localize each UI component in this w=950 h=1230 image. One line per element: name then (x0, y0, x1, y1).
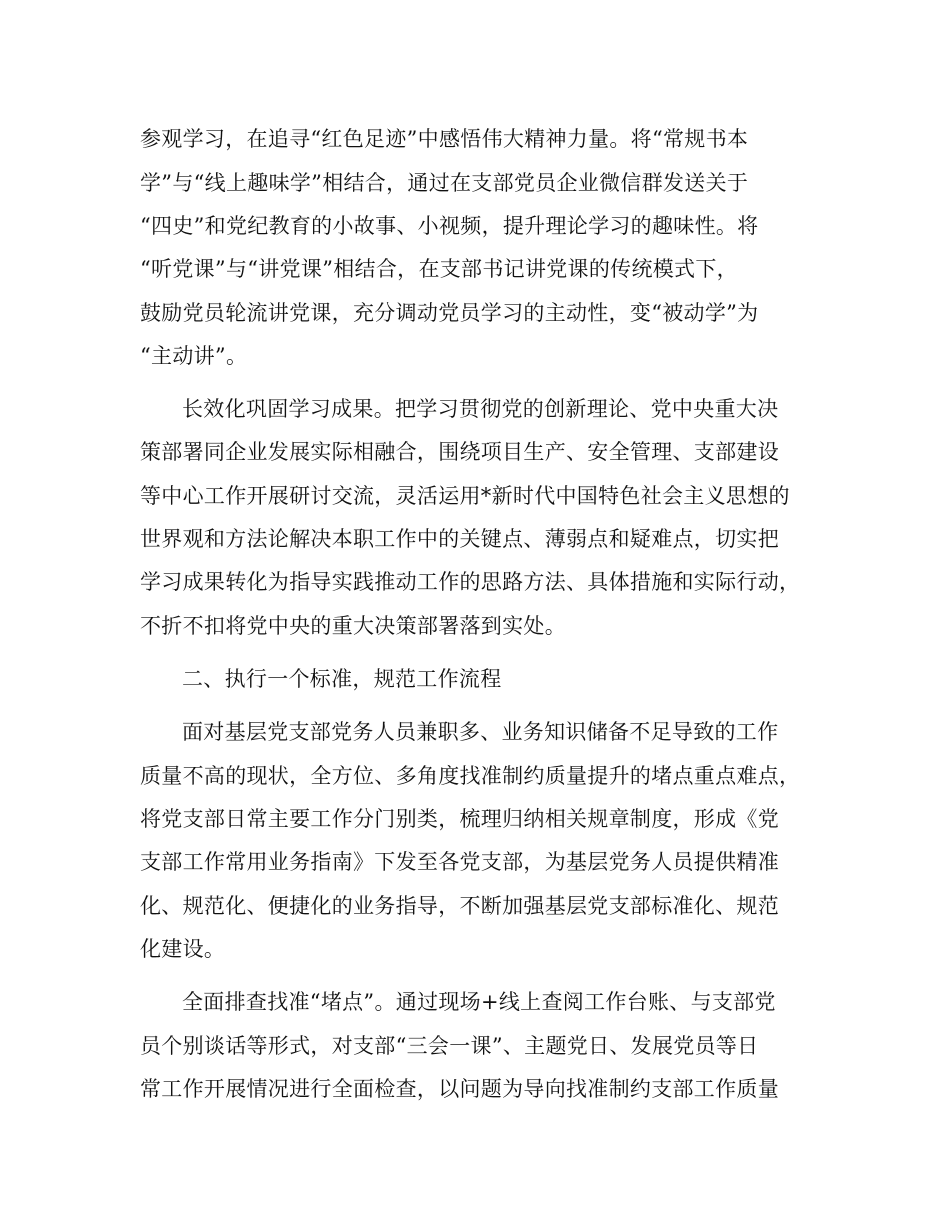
paragraph-1-line-6: “主动讲”。 (140, 344, 248, 368)
paragraph-2-line-5: 学习成果转化为指导实践推动工作的思路方法、具体措施和实际行动， (140, 570, 801, 594)
paragraph-4-line-2: 员个别谈话等形式，对支部“三会一课”、主题党日、发展党员等日 (140, 1034, 759, 1058)
paragraph-2-line-4: 世界观和方法论解决本职工作中的关键点、薄弱点和疑难点，切实把 (140, 527, 779, 551)
paragraph-2-line-6: 不折不扣将党中央的重大决策部署落到实处。 (140, 614, 566, 638)
paragraph-3-line-5: 化、规范化、便捷化的业务指导，不断加强基层党支部标准化、规范 (140, 894, 779, 918)
paragraph-1-line-5: 鼓励党员轮流讲党课，充分调动党员学习的主动性，变“被动学”为 (140, 301, 759, 325)
paragraph-2-line-2: 策部署同企业发展实际相融合，围绕项目生产、安全管理、支部建设 (140, 440, 779, 464)
section-heading: 二、执行一个标准，规范工作流程 (182, 667, 502, 691)
paragraph-3-line-2: 质量不高的现状，全方位、多角度找准制约质量提升的堵点重点难点， (140, 764, 801, 788)
paragraph-1-line-4: “听党课”与“讲党课”相结合，在支部书记讲党课的传统模式下， (140, 257, 738, 281)
paragraph-3-line-4: 支部工作常用业务指南》下发至各党支部，为基层党务人员提供精准 (140, 850, 779, 874)
paragraph-1-line-3: “四史”和党纪教育的小故事、小视频，提升理论学习的趣味性。将 (140, 214, 759, 238)
paragraph-3-line-6: 化建设。 (140, 937, 226, 961)
paragraph-1-line-1: 参观学习，在追寻“红色足迹”中感悟伟大精神力量。将“常规书本 (140, 127, 749, 151)
paragraph-3-line-1: 面对基层党支部党务人员兼职多、业务知识储备不足导致的工作 (182, 720, 779, 744)
paragraph-4-line-3: 常工作开展情况进行全面检查，以问题为导向找准制约支部工作质量 (140, 1077, 779, 1101)
paragraph-3-line-3: 将党支部日常主要工作分门别类，梳理归纳相关规章制度，形成《党 (140, 807, 779, 831)
paragraph-1-line-2: 学”与“线上趣味学”相结合，通过在支部党员企业微信群发送关于 (140, 171, 749, 195)
paragraph-4-line-1: 全面排查找准“堵点”。通过现场+线上查阅工作台账、与支部党 (182, 990, 776, 1014)
paragraph-2-line-1: 长效化巩固学习成果。把学习贯彻党的创新理论、党中央重大决 (182, 397, 779, 421)
paragraph-2-line-3: 等中心工作开展研讨交流，灵活运用*新时代中国特色社会主义思想的 (140, 484, 790, 508)
